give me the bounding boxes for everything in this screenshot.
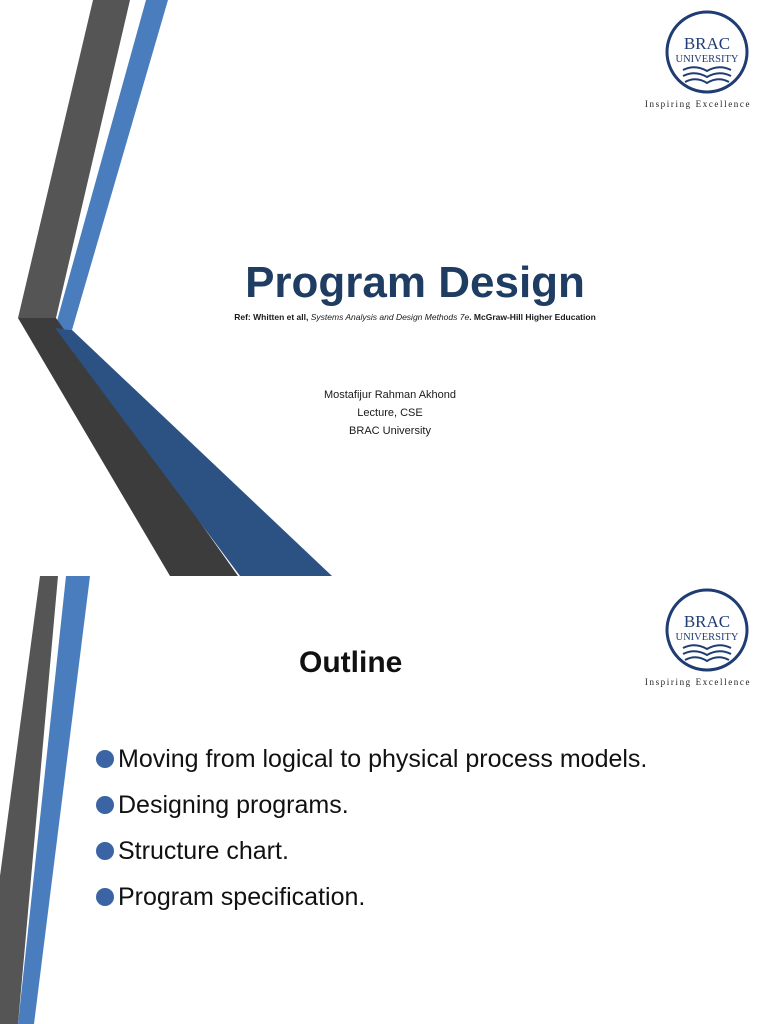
outline-slide — [0, 576, 768, 1024]
author-org: BRAC University — [349, 425, 431, 437]
brac-logo-2 — [633, 582, 763, 694]
logo-line1: BRAC — [683, 612, 731, 631]
outline-title: Outline — [299, 646, 403, 679]
list-item-text: Program specification. — [118, 882, 366, 911]
list-item — [96, 874, 647, 920]
reference-line — [0, 312, 768, 322]
logo-line1: BRAC — [683, 34, 731, 53]
bullet-icon — [96, 888, 114, 906]
logo-tagline: Inspiring Excellence — [644, 99, 752, 109]
brac-seal-icon — [633, 4, 763, 99]
slide-title: Program Design — [245, 258, 585, 307]
bullet-icon — [96, 842, 114, 860]
list-item — [96, 828, 647, 874]
gray-stripe-lower — [18, 318, 238, 576]
logo-tagline: Inspiring Excellence — [644, 677, 752, 687]
list-item — [96, 782, 647, 828]
author-name: Mostafijur Rahman Akhond — [323, 389, 457, 401]
brac-seal-icon — [633, 582, 763, 677]
author-role: Lecture, CSE — [357, 407, 423, 419]
bullet-icon — [96, 750, 114, 768]
outline-list — [96, 736, 647, 920]
list-item-text: Structure chart. — [118, 836, 289, 865]
ref-prefix: Ref: Whitten et all, — [234, 312, 309, 322]
list-item — [96, 736, 647, 782]
bullet-icon — [96, 796, 114, 814]
ref-book-title: Systems Analysis and Design Methods 7e — [310, 312, 470, 322]
logo-line2: UNIVERSITY — [675, 632, 739, 643]
list-item-text: Designing programs. — [118, 790, 349, 819]
logo-line2: UNIVERSITY — [675, 54, 739, 65]
brac-logo — [633, 4, 763, 116]
list-item-text: Moving from logical to physical process models. — [118, 744, 648, 773]
ref-suffix: . McGraw-Hill Higher Education — [469, 312, 596, 322]
